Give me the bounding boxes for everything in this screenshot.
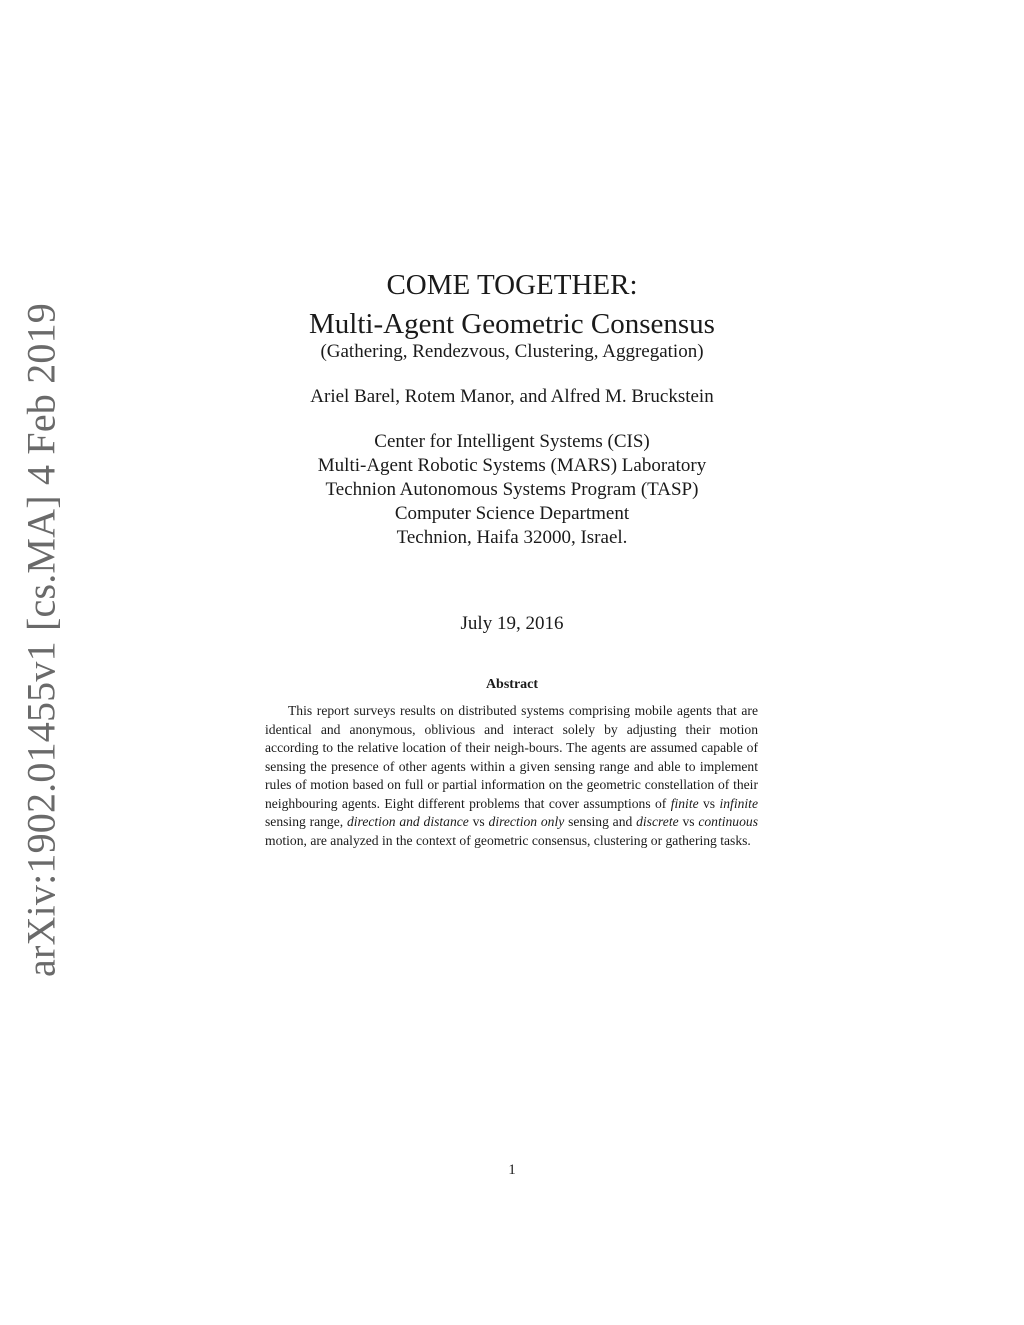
author-list: Ariel Barel, Rotem Manor, and Alfred M. Bruckstein [310,386,714,407]
affiliation-line: Multi-Agent Robotic Systems (MARS) Laboratory [317,455,707,476]
abstract-emphasis: infinite [719,795,758,811]
abstract-emphasis: finite [670,795,699,811]
paper-date: July 19, 2016 [460,613,564,634]
abstract-emphasis: continuous [698,814,758,829]
abstract-text: vs [468,814,489,829]
abstract-emphasis: direction and distance [346,814,469,829]
affiliation-line: Technion, Haifa 32000, Israel. [396,527,628,548]
affiliation-line: Center for Intelligent Systems (CIS) [374,431,650,452]
paper-title-line2: Multi-Agent Geometric Consensus [309,308,715,340]
abstract-emphasis: discrete [636,814,679,829]
abstract-text: vs [698,795,720,811]
arxiv-identifier-stamp: arXiv:1902.01455v1 [cs.MA] 4 Feb 2019 [18,302,64,978]
abstract-text: vs [678,814,699,829]
paper-title-line1: COME TOGETHER: [386,269,638,301]
abstract-text: This report surveys results on distributed systems comprising mobile agents that are identical and anonymous, oblivious and interact solely by adjusting their motion according to the relative location of their neigh-bours. The agents are assumed capable of sensing the presence of other agents within a given sensing range and able to implement rules of motion based on full or partial information on the geometric constellation of their neighbouring agents. Eight different problems that cover assumptions of [265,703,758,811]
affiliation-line: Computer Science Department [394,503,630,524]
affiliation-line: Technion Autonomous Systems Program (TASP) [325,479,699,500]
affiliation-block [0,430,1024,550]
abstract-heading: Abstract [485,677,539,692]
abstract-text: sensing and [564,814,637,829]
abstract-emphasis: direction only [488,814,565,829]
page-number: 1 [508,1162,516,1178]
abstract-body [265,702,758,850]
abstract-text: motion, are analyzed in the context of geometric consensus, clustering or gathering tasks. [265,832,751,848]
abstract-text: sensing range, [265,814,347,829]
paper-subtitle: (Gathering, Rendezvous, Clustering, Aggregation) [320,341,704,362]
